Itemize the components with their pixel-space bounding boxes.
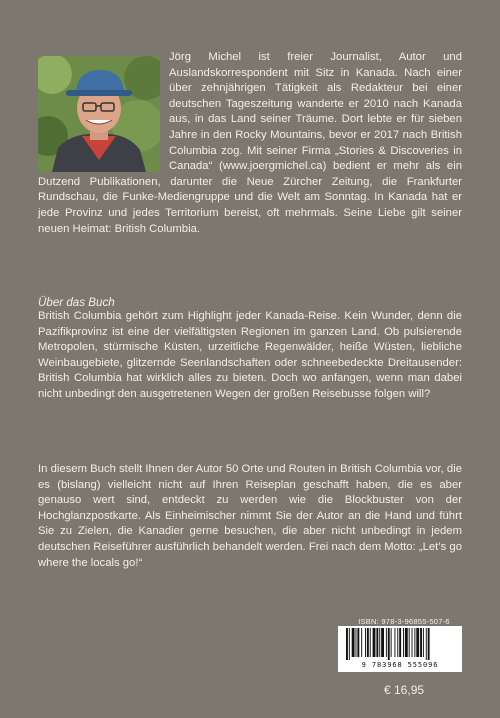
barcode-bar [357,628,359,657]
barcode-bar [405,628,408,657]
barcode-bar [420,628,422,657]
photo-spacer [38,50,169,172]
barcode-bar [352,628,355,657]
barcode-bar [349,628,350,660]
barcode-bar [346,628,348,660]
barcode-bar [381,628,384,657]
price-label: € 16,95 [384,683,425,697]
barcode-bar [399,628,401,657]
barcode-bar [361,628,362,657]
barcode-bar [394,628,395,657]
barcode-bar [379,628,380,657]
barcode-bar [428,628,430,660]
barcode-bar [367,628,369,657]
barcode-digits: 9 783968 555096 [361,661,439,669]
barcode-bars-graphic [345,628,455,660]
barcode-bar [409,628,410,657]
barcode-bar [423,628,424,657]
barcode-bar [403,628,404,657]
barcode-bar [426,628,427,660]
barcode-bar [388,628,390,660]
isbn-label: ISBN: 978-3-96855-507-6 [358,617,450,626]
about-book-paragraph-1: British Columbia gehört zum Highlight jeder Kanada-Reise. Kein Wunder, denn die Pazifikprovinz ist eine der vielfältigsten Regionen im ganzen Land. Ob pulsierende Metropolen, stürmische Küsten, urzeitliche Regenwälder, heiße Wüsten, liebliche Weinbaugebiete, glitzernde Seenlandschaften oder schneebedeckte Dreitausender: British Columbia hat wirklich alles zu bieten. Doch wo anfangen, wenn man dabei nicht unbedingt den ausgetretenen Wegen der großen Reisebusse folgen will? [38,310,462,400]
section-title-about-book: Über das Buch [38,296,115,309]
barcode-bar [397,628,398,657]
barcode-bar [370,628,371,657]
barcode [338,626,462,672]
barcode-bar [412,628,413,657]
barcode-bar [391,628,392,657]
barcode-bar [414,628,415,657]
barcode-bar [376,628,378,657]
author-bio [38,50,462,237]
barcode-bar [416,628,419,657]
author-bio-text: Jörg Michel ist freier Journalist, Autor und Auslandskorrespondent mit Sitz in Kanada. Nach einer über zehnjährigen Tätigkeit als Redakteur bei einer deutschen Tageszeitung wanderte er 2010 nach Kanada aus, in das Land seiner Träume. Dort lebte er für sieben Jahre in den Rocky Mountains, bevor er 2017 nach British Columbia zog. Mit seiner Firma „Stories & Discoveries in Canada“ (www.joergmichel.ca) bedient er mehr als ein Dutzend Publikationen, darunter die Neue Zürcher Zeitung, die Frankfurter Rundschau, die Funke-Mediengruppe und die Welt am Sonntag. In Kanada hat er jede Provinz und jedes Territorium bereist, oft mehrmals. Seine Liebe gilt seiner neuen Heimat: British Columbia. [38,51,462,235]
barcode-bar [386,628,387,657]
about-book-paragraph-2: In diesem Buch stellt Ihnen der Autor 50 Orte und Routen in British Columbia vor, die es (bislang) vielleicht nicht auf Ihren Reiseplan geschafft haben, die es aber genauso wert sind, entdeckt zu werden wie die Blockbuster von der Hochglanzpostkarte. Als Einheimischer nimmt Sie der Autor an die Hand und führt Sie zu Zielen, die Kanadier gerne besuchen, die aber nicht unbedingt in jedem deutschen Reiseführer ausführlich behandelt werden. Frei nach dem Motto: „Let’s go where the locals go!“ [38,463,462,569]
barcode-bar [365,628,366,657]
barcode-bar [356,628,357,657]
barcode-bar [373,628,376,657]
